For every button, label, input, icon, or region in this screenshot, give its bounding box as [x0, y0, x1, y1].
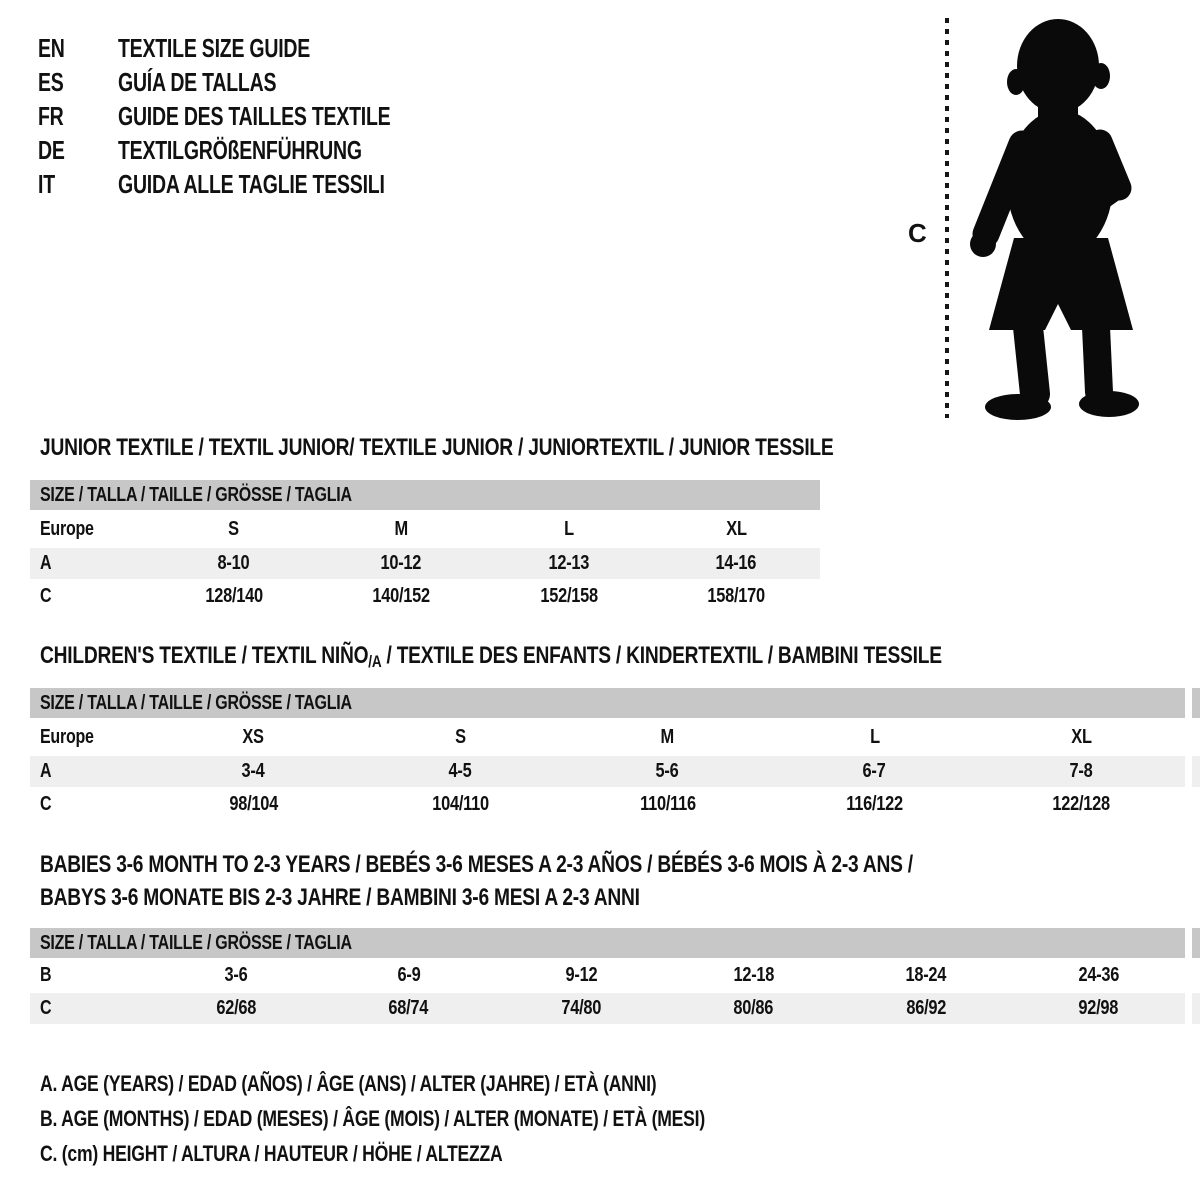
table-edge-sliver [1192, 993, 1200, 1024]
legend-line-a: A. AGE (YEARS) / EDAD (AÑOS) / ÂGE (ANS) / ALTER (JAHRE) / ETÀ (ANNI) [40, 1070, 657, 1096]
lang-title: TEXTILGRÖßENFÜHRUNG [118, 134, 362, 165]
table-edge-sliver [1192, 688, 1200, 718]
lang-row-it [38, 167, 481, 201]
table-row: B 3-6 6-9 9-12 12-18 18-24 24-36 [30, 960, 1185, 991]
table-row: C 128/140 140/152 152/158 158/170 [30, 581, 820, 612]
lang-code: ES [38, 66, 64, 97]
lang-title: GUIDA ALLE TAGLIE TESSILI [118, 168, 385, 199]
lang-row-es [38, 65, 481, 99]
table-row: Europe S M L XL [30, 512, 820, 546]
children-section-title: CHILDREN'S TEXTILE / TEXTIL NIÑO/A / TEXTILE DES ENFANTS / KINDERTEXTIL / BAMBINI TESSILE [40, 642, 942, 671]
babies-section-title-line2: BABYS 3-6 MONATE BIS 2-3 JAHRE / BAMBINI 3-6 MESI A 2-3 ANNI [40, 884, 640, 911]
lang-code: FR [38, 100, 64, 131]
table-row: Europe XS S M L XL [30, 720, 1185, 754]
nino-a-suffix: /A [368, 652, 382, 671]
size-header-bar: SIZE / TALLA / TAILLE / GRÖSSE / TAGLIA [30, 928, 1185, 958]
table-row: C 62/68 68/74 74/80 80/86 86/92 92/98 [30, 993, 1185, 1024]
height-dashed-line [945, 18, 949, 418]
lang-row-de [38, 133, 481, 167]
legend-line-c: C. (cm) HEIGHT / ALTURA / HAUTEUR / HÖHE / ALTEZZA [40, 1140, 503, 1166]
children-size-table [30, 688, 1185, 820]
lang-row-en [38, 31, 481, 65]
legend-line-b: B. AGE (MONTHS) / EDAD (MESES) / ÂGE (MOIS) / ALTER (MONATE) / ETÀ (MESI) [40, 1105, 705, 1131]
lang-code: DE [38, 134, 65, 165]
size-header-bar: SIZE / TALLA / TAILLE / GRÖSSE / TAGLIA [30, 688, 1185, 718]
babies-section-title-line1: BABIES 3-6 MONTH TO 2-3 YEARS / BEBÉS 3-6 MESES A 2-3 AÑOS / BÉBÉS 3-6 MOIS À 2-3 ANS / [40, 851, 913, 878]
height-label: C [908, 218, 927, 248]
size-header-bar: SIZE / TALLA / TAILLE / GRÖSSE / TAGLIA [30, 480, 820, 510]
lang-row-fr [38, 99, 481, 133]
table-row: A 3-4 4-5 5-6 6-7 7-8 [30, 756, 1185, 787]
table-edge-sliver [1192, 928, 1200, 958]
junior-section-title: JUNIOR TEXTILE / TEXTIL JUNIOR/ TEXTILE JUNIOR / JUNIORTEXTIL / JUNIOR TESSILE [40, 434, 834, 461]
lang-title: GUÍA DE TALLAS [118, 66, 277, 97]
language-list [38, 31, 481, 201]
lang-code: IT [38, 168, 55, 199]
table-row: A 8-10 10-12 12-13 14-16 [30, 548, 820, 579]
table-row: C 98/104 104/110 110/116 116/122 122/128 [30, 789, 1185, 820]
table-edge-sliver [1192, 756, 1200, 787]
junior-size-table [30, 480, 820, 612]
measurement-legend [40, 1066, 871, 1171]
lang-title: TEXTILE SIZE GUIDE [118, 32, 311, 63]
lang-title: GUIDE DES TAILLES TEXTILE [118, 100, 391, 131]
babies-size-table [30, 928, 1185, 1024]
lang-code: EN [38, 32, 65, 63]
baby-silhouette-icon [962, 12, 1142, 422]
